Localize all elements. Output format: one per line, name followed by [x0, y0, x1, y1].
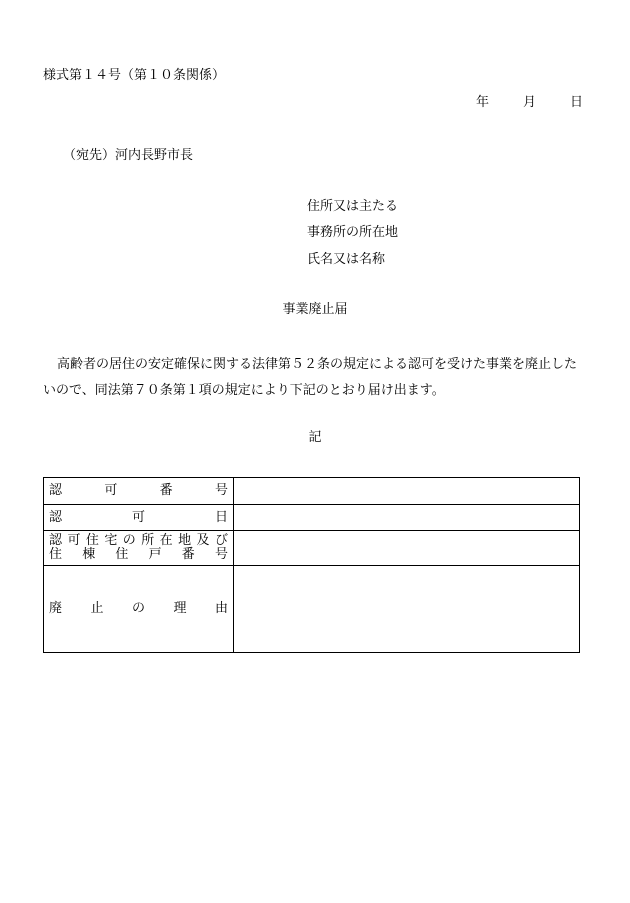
row-label-char: 地 — [178, 533, 192, 548]
row-label-char: び — [214, 533, 228, 548]
applicant-name-label: 氏名又は名称 — [307, 252, 386, 267]
housing-location-row — [44, 531, 580, 566]
row-label-char: 棟 — [82, 547, 96, 562]
row-label-char: 認 — [49, 509, 63, 525]
row-label-line — [44, 548, 233, 562]
row-label-char: 認 — [49, 483, 63, 498]
approval-date-row — [44, 505, 580, 531]
applicant-address-label: 住所又は主たる — [307, 199, 399, 214]
body-text: 高齢者の居住の安定確保に関する法律第５２条の規定による認可を受けた事業を廃止したいので、同法第７０条第１項の規定により下記のとおり届け出ます。 — [43, 357, 578, 398]
row-label-char: 日 — [214, 509, 228, 525]
addressee: （宛先）河内長野市長 — [63, 148, 194, 163]
row-label-line — [44, 484, 233, 498]
row-label-line — [44, 534, 233, 548]
approval-number-row — [44, 478, 580, 505]
row-label-char: 住 — [85, 533, 99, 548]
row-label — [44, 478, 234, 505]
row-label-char: 住 — [115, 547, 129, 562]
row-label-char: 番 — [159, 483, 173, 498]
date-year-label: 年 — [475, 95, 489, 110]
row-label-char: 理 — [173, 601, 187, 616]
row-label-line — [44, 602, 233, 616]
row-label-line — [44, 511, 233, 525]
row-label-char: 由 — [214, 601, 228, 616]
row-label-char: 可 — [67, 533, 81, 548]
date-month-label: 月 — [522, 95, 536, 110]
date-line — [476, 95, 583, 111]
applicant-office-label: 事務所の所在地 — [307, 225, 399, 240]
document-title: 事業廃止届 — [282, 302, 348, 317]
row-label-char: 可 — [131, 509, 145, 525]
row-label-char: の — [122, 533, 136, 548]
row-label-char: 宅 — [104, 533, 118, 548]
detail-table — [43, 477, 580, 653]
row-label-char: 認 — [49, 533, 63, 548]
row-label-char: 号 — [214, 547, 228, 562]
row-label-char: 戸 — [148, 547, 162, 562]
row-label — [44, 566, 234, 653]
row-label-char: 在 — [159, 533, 173, 548]
row-label — [44, 531, 234, 566]
row-label-char: 号 — [214, 483, 228, 498]
row-value-field[interactable] — [234, 531, 580, 566]
row-label-char: 廃 — [49, 601, 63, 616]
row-label-char: の — [131, 601, 145, 616]
row-value-field[interactable] — [234, 478, 580, 505]
row-label-char: 番 — [181, 547, 195, 562]
form-number: 様式第１４号（第１０条関係） — [43, 68, 226, 83]
row-label-char: 住 — [49, 547, 63, 562]
date-day-label: 日 — [569, 95, 583, 110]
row-label — [44, 505, 234, 531]
row-label-char: 及 — [196, 533, 210, 548]
row-label-char: 可 — [104, 483, 118, 498]
row-label-char: 所 — [141, 533, 155, 548]
ki-heading: 記 — [308, 430, 322, 445]
row-value-field[interactable] — [234, 566, 580, 653]
row-label-char: 止 — [90, 601, 104, 616]
row-value-field[interactable] — [234, 505, 580, 531]
abolition-reason-row — [44, 566, 580, 653]
